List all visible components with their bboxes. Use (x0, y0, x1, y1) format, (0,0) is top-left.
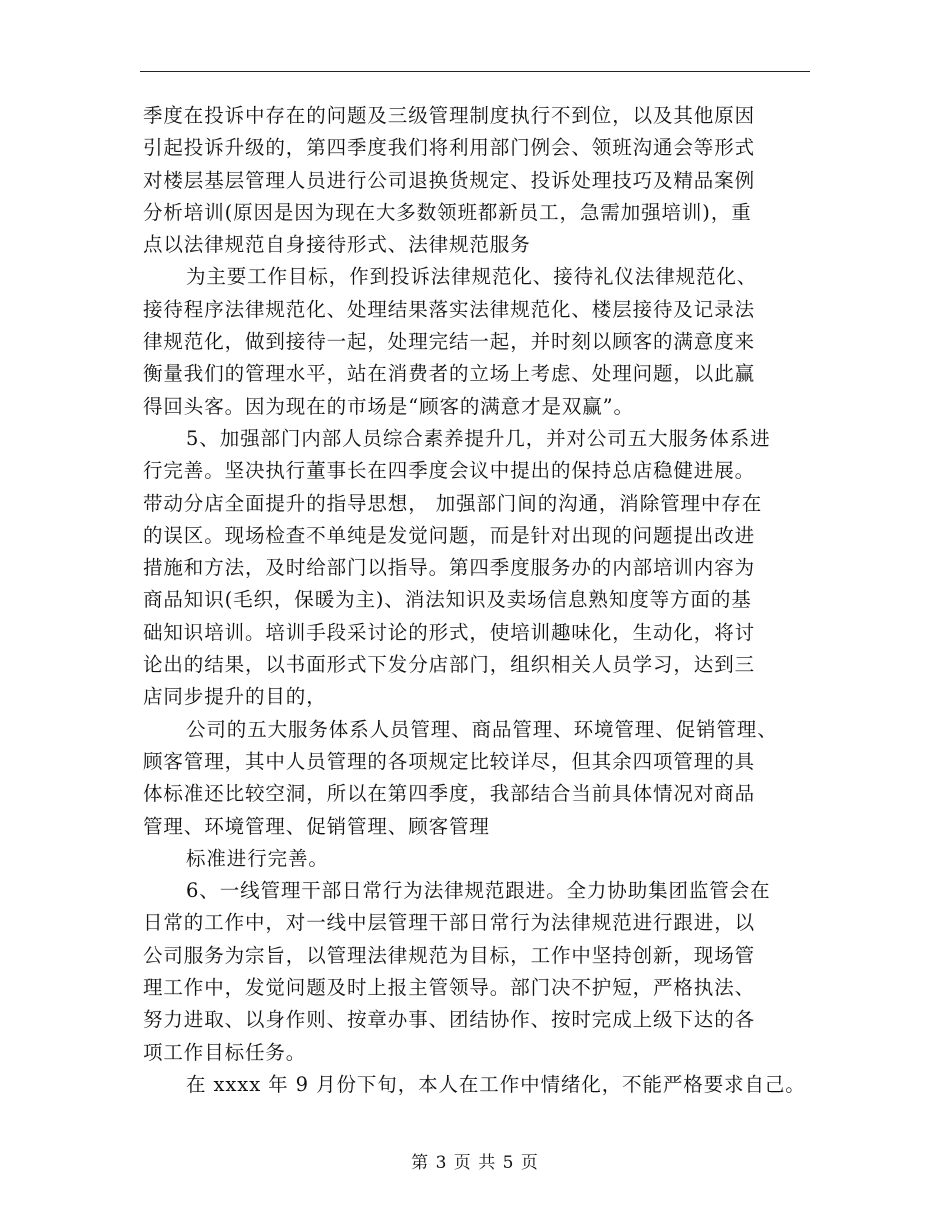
document-body (143, 100, 833, 1101)
text-line: 引起投诉升级的，第四季度我们将利用部门例会、领班沟通会等形式 (143, 136, 756, 160)
text-line: 管理、环境管理、促销管理、顾客管理 (143, 814, 490, 838)
text-line: 对楼层基层管理人员进行公司退换货规定、投诉处理技巧及精品案例 (143, 168, 756, 192)
text-line: 分析培训(原因是因为现在大多数领班都新员工，急需加强培训)，重 (143, 200, 752, 224)
text-line: 行完善。坚决执行董事长在四季度会议中提出的保持总店稳健进展。 (143, 459, 756, 483)
text-line: 店同步提升的目的， (143, 685, 327, 709)
text-line: 接待程序法律规范化、处理结果落实法律规范化、楼层接待及记录法 (143, 297, 756, 321)
text-line: 公司服务为宗旨，以管理法律规范为目标，工作中坚持创新，现场管 (143, 943, 756, 967)
text-line: 理工作中，发觉问题及时上报主管领导。部门决不护短，严格执法、 (143, 976, 756, 1000)
text-line: 商品知识(毛织，保暖为主)、消法知识及卖场信息熟知度等方面的基 (143, 588, 752, 612)
page-footer: 第 3 页 共 5 页 (411, 1153, 539, 1173)
text-line: 5、加强部门内部人员综合素养提升几，并对公司五大服务体系进 (186, 426, 771, 450)
text-line: 得回头客。因为现在的市场是“顾客的满意才是双赢”。 (143, 394, 634, 418)
text-line: 顾客管理，其中人员管理的各项规定比较详尽，但其余四项管理的具 (143, 749, 756, 773)
text-line: 在 xxxx 年 9 月份下旬，本人在工作中情绪化，不能严格要求自己。 (186, 1072, 806, 1096)
text-line: 努力进取、以身作则、按章办事、团结协作、按时完成上级下达的各 (143, 1008, 756, 1032)
text-line: 标准进行完善。 (186, 846, 329, 870)
text-line: 带动分店全面提升的指导思想， 加强部门间的沟通，消除管理中存在 (143, 491, 763, 515)
text-line: 律规范化，做到接待一起，处理完结一起，并时刻以顾客的满意度来 (143, 330, 756, 354)
text-line: 衡量我们的管理水平，站在消费者的立场上考虑、处理问题，以此赢 (143, 362, 756, 386)
text-line: 6、一线管理干部日常行为法律规范跟进。全力协助集团监管会在 (186, 879, 771, 903)
text-line: 的误区。现场检查不单纯是发觉问题，而是针对出现的问题提出改进 (143, 523, 756, 547)
header-rule (140, 71, 810, 72)
text-line: 点以法律规范自身接待形式、法律规范服务 (143, 233, 531, 257)
text-line: 论出的结果，以书面形式下发分店部门，组织相关人员学习，达到三 (143, 653, 756, 677)
text-line: 日常的工作中，对一线中层管理干部日常行为法律规范进行跟进，以 (143, 911, 756, 935)
text-line: 础知识培训。培训手段采讨论的形式，使培训趣味化，生动化，将讨 (143, 620, 756, 644)
text-line: 为主要工作目标，作到投诉法律规范化、接待礼仪法律规范化、 (186, 265, 758, 289)
text-line: 体标准还比较空洞，所以在第四季度，我部结合当前具体情况对商品 (143, 782, 756, 806)
text-line: 公司的五大服务体系人员管理、商品管理、环境管理、促销管理、 (186, 717, 778, 741)
text-line: 措施和方法，及时给部门以指导。第四季度服务办的内部培训内容为 (143, 556, 756, 580)
text-line: 项工作目标任务。 (143, 1040, 307, 1064)
text-line: 季度在投诉中存在的问题及三级管理制度执行不到位，以及其他原因 (143, 104, 756, 127)
